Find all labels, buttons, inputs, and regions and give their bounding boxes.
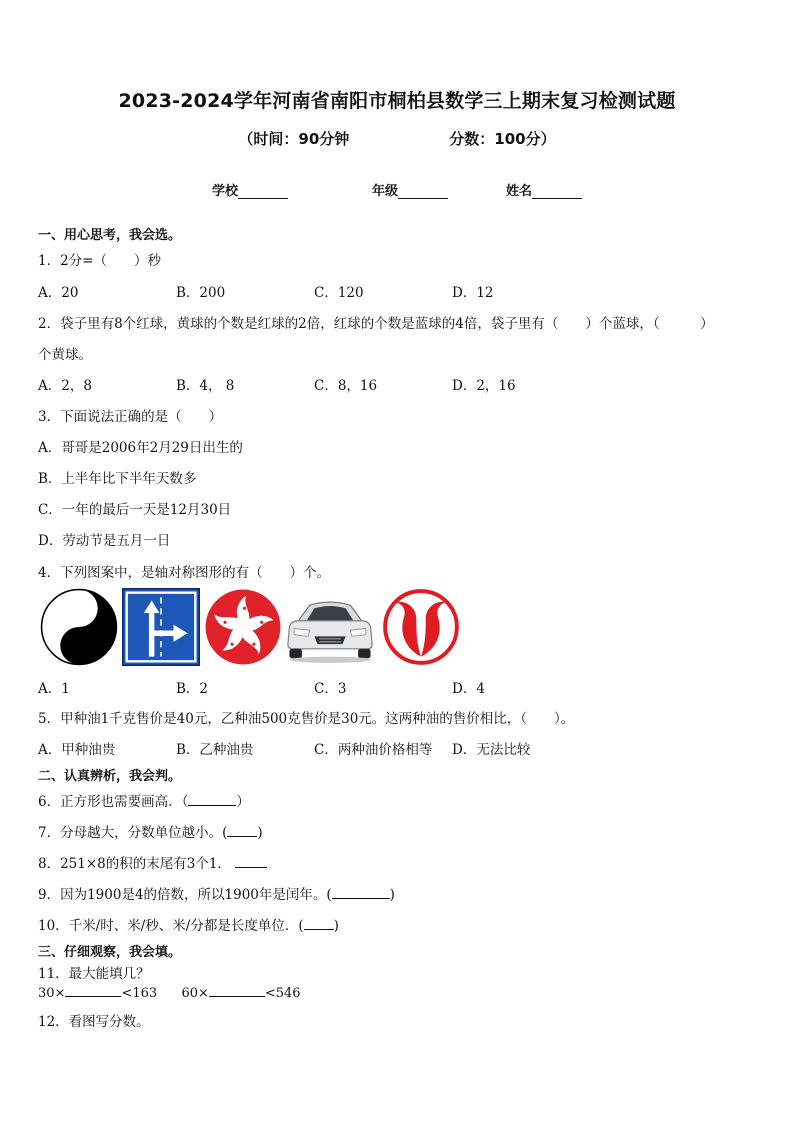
option: B．200 (176, 285, 226, 301)
grade-field: 年级 (372, 180, 448, 199)
answer-blank[interactable] (235, 854, 267, 868)
question-5: 5．甲种油1千克售价是40元，乙种油500克售价是30元。这两种油的售价相比，（ ）。 (38, 711, 575, 727)
question-11-items: 30× <163 60× <546 (38, 983, 301, 1001)
answer-blank[interactable] (227, 823, 257, 837)
option: D．12 (452, 285, 494, 301)
option: D．2，16 (452, 378, 516, 394)
question-4: 4．下列图案中，是轴对称图形的有（ ）个。 (38, 565, 331, 581)
question-3-option-d: D．劳动节是五月一日 (38, 533, 171, 549)
question-10: 10．千米/时、米/秒、米/分都是长度单位．( ) (38, 918, 339, 934)
yin-yang-icon (40, 588, 118, 666)
exam-meta (0, 128, 794, 149)
question-3-option-b: B．上半年比下半年天数多 (38, 471, 197, 487)
question-2-cont: 个黄球。 (38, 347, 92, 363)
section-heading-2: 二、认真辨析，我会判。 (38, 769, 182, 784)
option: D．无法比较 (452, 742, 531, 758)
question-8: 8．251×8的积的末尾有3个1． (38, 852, 267, 872)
page-title: 2023-2024学年河南省南阳市桐柏县数学三上期末复习检测试题 (118, 90, 676, 112)
question-4-options (38, 677, 758, 697)
question-2-options (38, 374, 758, 394)
option: B．乙种油贵 (176, 742, 254, 758)
bauhinia-flower-icon (204, 588, 282, 666)
option: C．8，16 (314, 378, 378, 394)
option: A．20 (38, 285, 79, 301)
option: C．3 (314, 681, 347, 697)
question-11: 11．最大能填几？ (38, 966, 150, 982)
question-1: 1．2分=（ ）秒 (38, 253, 161, 269)
dongfeng-logo-icon (382, 588, 460, 666)
name-field: 姓名 (506, 180, 582, 199)
section-heading-3: 三、仔细观察，我会填。 (38, 945, 182, 960)
answer-blank[interactable] (209, 983, 265, 997)
option: C．两种油价格相等 (314, 742, 433, 758)
exam-time: （时间：90分钟 (238, 130, 350, 148)
answer-blank[interactable] (332, 885, 390, 899)
school-field: 学校 (212, 180, 288, 199)
question-1-options (38, 281, 758, 301)
answer-blank[interactable] (65, 983, 121, 997)
question-7: 7．分母越大，分数单位越小。( ) (38, 825, 263, 841)
question-9: 9．因为1900是4的倍数，所以1900年是闰年。( ) (38, 887, 395, 903)
question-6: 6．正方形也需要画高．（ ） (38, 794, 250, 810)
question-3-option-c: C．一年的最后一天是12月30日 (38, 502, 232, 518)
exam-score: 分数：100分） (449, 130, 556, 148)
car-icon (282, 588, 378, 666)
answer-blank[interactable] (188, 792, 236, 806)
option: C．120 (314, 285, 364, 301)
question-3: 3．下面说法正确的是（ ） (38, 409, 223, 425)
option: A．2，8 (38, 378, 92, 394)
option: A．甲种油贵 (38, 742, 116, 758)
answer-blank[interactable] (304, 916, 334, 930)
question-3-option-a: A．哥哥是2006年2月29日出生的 (38, 440, 243, 456)
question-2: 2．袋子里有8个红球，黄球的个数是红球的2倍，红球的个数是蓝球的4倍，袋子里有（ ）个蓝球，（ ） (38, 316, 714, 332)
option: A．1 (38, 681, 70, 697)
turn-right-road-sign-icon (122, 588, 200, 666)
option: D．4 (452, 681, 485, 697)
question-5-options (38, 738, 758, 758)
option: B．2 (176, 681, 209, 697)
question-12: 12．看图写分数。 (38, 1014, 150, 1030)
option: B．4， 8 (176, 378, 235, 394)
section-heading-1: 一、用心思考，我会选。 (38, 228, 182, 243)
question-4-figures (40, 588, 460, 666)
